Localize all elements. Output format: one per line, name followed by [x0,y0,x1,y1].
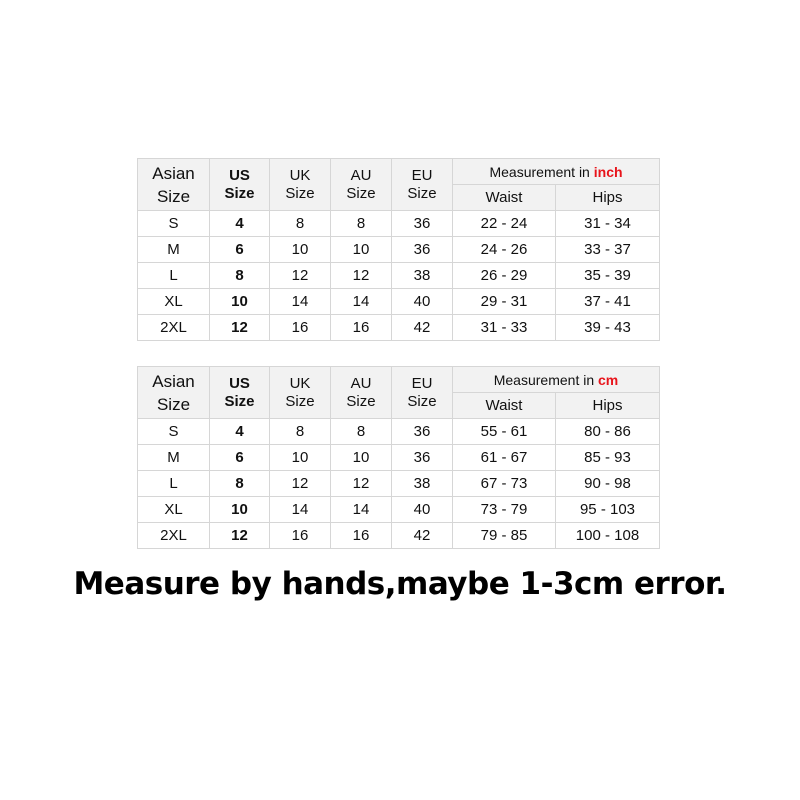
asian-size-cell: L [138,263,210,289]
uk-size-cell: 12 [270,263,331,289]
size-chart-cm [137,366,660,549]
us-size-header: US Size [210,367,270,419]
uk-size-header: UK Size [270,159,331,211]
au-size-cell: 12 [331,263,392,289]
hips-cell: 37 - 41 [556,289,660,315]
uk-size-cell: 14 [270,289,331,315]
asian-size-cell: XL [138,497,210,523]
hips-cell: 85 - 93 [556,445,660,471]
measurement-header: Measurement in inch [453,159,660,185]
hips-cell: 90 - 98 [556,471,660,497]
asian-size-header: Asian Size [138,367,210,419]
header-row [138,367,660,393]
us-size-cell: 12 [210,523,270,549]
asian-size-cell: S [138,419,210,445]
table-row [138,315,660,341]
us-size-header: US Size [210,159,270,211]
waist-cell: 73 - 79 [453,497,556,523]
au-size-cell: 8 [331,211,392,237]
us-size-cell: 8 [210,471,270,497]
waist-cell: 61 - 67 [453,445,556,471]
waist-cell: 29 - 31 [453,289,556,315]
uk-size-header: UK Size [270,367,331,419]
waist-header: Waist [453,185,556,211]
eu-size-cell: 40 [392,497,453,523]
hips-header: Hips [556,393,660,419]
asian-size-cell: M [138,237,210,263]
waist-cell: 24 - 26 [453,237,556,263]
hips-cell: 33 - 37 [556,237,660,263]
waist-cell: 79 - 85 [453,523,556,549]
uk-size-cell: 10 [270,445,331,471]
us-size-cell: 6 [210,445,270,471]
au-size-cell: 14 [331,289,392,315]
au-size-cell: 12 [331,471,392,497]
waist-cell: 22 - 24 [453,211,556,237]
uk-size-cell: 8 [270,419,331,445]
unit-label: inch [593,163,623,180]
eu-size-cell: 36 [392,445,453,471]
table-row [138,263,660,289]
hips-header: Hips [556,185,660,211]
uk-size-cell: 16 [270,523,331,549]
table-row [138,523,660,549]
asian-size-cell: 2XL [138,523,210,549]
waist-cell: 55 - 61 [453,419,556,445]
us-size-cell: 4 [210,419,270,445]
hips-cell: 35 - 39 [556,263,660,289]
measurement-note: Measure by hands,maybe 1-3cm error. [73,566,727,602]
asian-size-header: Asian Size [138,159,210,211]
asian-size-cell: M [138,445,210,471]
size-chart-inch [137,158,660,341]
us-size-cell: 10 [210,289,270,315]
au-size-header: AU Size [331,159,392,211]
au-size-header: AU Size [331,367,392,419]
eu-size-cell: 42 [392,315,453,341]
au-size-cell: 10 [331,445,392,471]
us-size-cell: 10 [210,497,270,523]
eu-size-cell: 36 [392,237,453,263]
waist-header: Waist [453,393,556,419]
hips-cell: 100 - 108 [556,523,660,549]
us-size-cell: 6 [210,237,270,263]
uk-size-cell: 16 [270,315,331,341]
eu-size-header: EU Size [392,367,453,419]
waist-cell: 26 - 29 [453,263,556,289]
table-row [138,211,660,237]
uk-size-cell: 10 [270,237,331,263]
table-row [138,445,660,471]
table-row [138,237,660,263]
eu-size-cell: 38 [392,471,453,497]
eu-size-cell: 42 [392,523,453,549]
waist-cell: 31 - 33 [453,315,556,341]
eu-size-header: EU Size [392,159,453,211]
au-size-cell: 16 [331,523,392,549]
header-row [138,159,660,185]
waist-cell: 67 - 73 [453,471,556,497]
table-row [138,289,660,315]
eu-size-cell: 36 [392,419,453,445]
eu-size-cell: 36 [392,211,453,237]
measurement-header: Measurement in cm [453,367,660,393]
unit-label: cm [598,371,619,388]
uk-size-cell: 14 [270,497,331,523]
hips-cell: 95 - 103 [556,497,660,523]
hips-cell: 80 - 86 [556,419,660,445]
us-size-cell: 8 [210,263,270,289]
uk-size-cell: 8 [270,211,331,237]
us-size-cell: 12 [210,315,270,341]
asian-size-cell: L [138,471,210,497]
au-size-cell: 16 [331,315,392,341]
au-size-cell: 14 [331,497,392,523]
hips-cell: 39 - 43 [556,315,660,341]
uk-size-cell: 12 [270,471,331,497]
table-row [138,497,660,523]
asian-size-cell: XL [138,289,210,315]
hips-cell: 31 - 34 [556,211,660,237]
table-row [138,419,660,445]
asian-size-cell: 2XL [138,315,210,341]
au-size-cell: 10 [331,237,392,263]
us-size-cell: 4 [210,211,270,237]
asian-size-cell: S [138,211,210,237]
eu-size-cell: 38 [392,263,453,289]
eu-size-cell: 40 [392,289,453,315]
table-row [138,471,660,497]
au-size-cell: 8 [331,419,392,445]
